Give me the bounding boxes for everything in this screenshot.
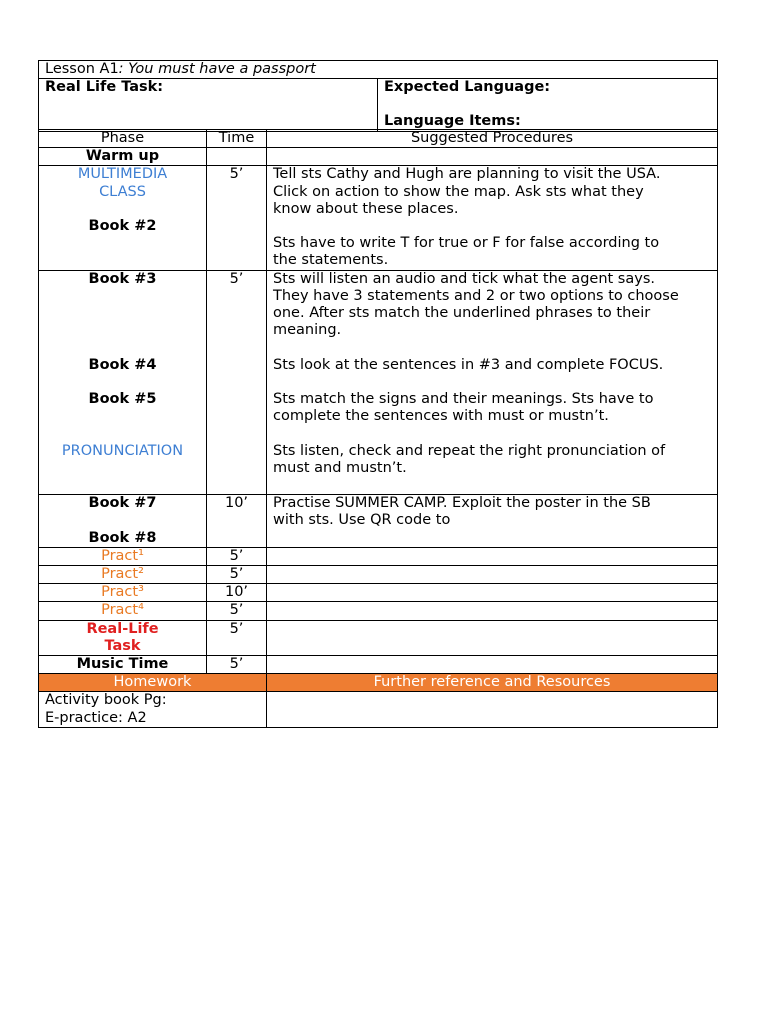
procedure-line <box>273 339 711 356</box>
phase-label: Music Time <box>76 656 169 672</box>
procedure-line: one. After sts match the underlined phrases to their <box>273 305 651 322</box>
table-row <box>39 166 718 270</box>
phase-label <box>45 425 200 442</box>
phase-label: Pract³ <box>101 584 144 601</box>
phase-label: CLASS <box>99 183 146 200</box>
phase-label <box>45 305 200 322</box>
lesson-number: Lesson A1 <box>45 61 119 77</box>
phase-label: Book #3 <box>88 270 157 287</box>
table-row <box>39 270 718 495</box>
procedure-line: Sts will listen an audio and tick what the agent says. <box>273 270 655 287</box>
phase-cell <box>39 270 207 495</box>
time-cell: 10’ <box>207 495 267 548</box>
procedure-cell <box>267 565 718 583</box>
procedure-line: Sts listen, check and repeat the right pronunciation of <box>273 442 666 459</box>
procedure-line: the statements. <box>273 252 389 269</box>
time-cell: 5’ <box>207 602 267 620</box>
phase-cell <box>39 495 207 548</box>
table-row <box>39 656 718 674</box>
lesson-title-cell <box>39 61 718 79</box>
phase-label: PRONUNCIATION <box>61 442 184 459</box>
procedure-line <box>273 584 711 601</box>
phase-label: MULTIMEDIA <box>77 166 168 183</box>
phase-label: Book #7 <box>88 495 157 512</box>
table-row <box>39 148 718 166</box>
procedure-line: must and mustn’t. <box>273 459 407 476</box>
expected-language-cell <box>378 79 718 131</box>
procedure-line <box>273 425 711 442</box>
resources-cell <box>267 692 718 727</box>
procedure-line: Sts look at the sentences in #3 and complete FOCUS. <box>273 356 664 373</box>
procedure-line: Tell sts Cathy and Hugh are planning to visit the USA. <box>273 166 661 183</box>
procedure-line <box>273 218 711 235</box>
procedure-line <box>273 530 711 547</box>
procedure-cell <box>267 602 718 620</box>
procedure-line: complete the sentences with must or mustn’t. <box>273 408 609 425</box>
phase-cell <box>39 584 207 602</box>
time-cell: 5’ <box>207 166 267 270</box>
procedure-line <box>273 566 711 583</box>
procedure-line <box>273 602 711 619</box>
procedure-line: They have 3 statements and 2 or two options to choose <box>273 287 679 304</box>
column-header-procedures: Suggested Procedures <box>267 130 718 148</box>
phase-cell <box>39 602 207 620</box>
table-row <box>39 602 718 620</box>
phase-cell <box>39 166 207 270</box>
column-header-phase: Phase <box>39 130 207 148</box>
phase-cell <box>39 148 207 166</box>
procedure-line <box>273 477 711 494</box>
procedure-line <box>273 621 711 638</box>
procedure-cell <box>267 166 718 270</box>
homework-cell <box>39 692 267 727</box>
procedure-cell <box>267 148 718 166</box>
phase-label <box>45 322 200 339</box>
homework-header: Homework <box>39 674 267 692</box>
language-items-label: Language Items: <box>384 113 521 130</box>
homework-line: Activity book Pg: <box>45 692 167 709</box>
table-row <box>39 547 718 565</box>
phase-label: Warm up <box>85 148 160 165</box>
phase-label <box>45 512 200 529</box>
procedure-line <box>273 656 711 673</box>
phase-label <box>45 201 200 218</box>
time-cell: 5’ <box>207 270 267 495</box>
table-header-row <box>39 130 718 148</box>
procedure-cell <box>267 584 718 602</box>
resources-header: Further reference and Resources <box>267 674 718 692</box>
time-cell: 5’ <box>207 620 267 655</box>
procedure-line: with sts. Use QR code to <box>273 512 451 529</box>
procedure-line: Click on action to show the map. Ask sts what they <box>273 183 644 200</box>
footer-header-row <box>39 674 718 692</box>
time-cell: 10’ <box>207 584 267 602</box>
procedure-line: know about these places. <box>273 200 459 217</box>
real-life-task-label: Real Life Task: <box>45 79 164 96</box>
footer-content-row <box>39 692 718 727</box>
phase-label <box>45 408 200 425</box>
lesson-header-table <box>38 60 718 132</box>
table-row <box>39 584 718 602</box>
phase-label: Pract² <box>101 565 144 582</box>
time-cell: 5’ <box>207 547 267 565</box>
procedure-line <box>273 374 711 391</box>
phase-cell <box>39 547 207 565</box>
time-cell: 5’ <box>207 656 267 674</box>
phase-label <box>45 339 200 356</box>
procedure-cell <box>267 620 718 655</box>
procedures-table <box>38 129 718 728</box>
phase-label: Book #2 <box>88 218 157 234</box>
phase-label: Pract⁴ <box>101 602 144 619</box>
column-header-time: Time <box>207 130 267 148</box>
phase-label <box>45 460 200 477</box>
phase-cell <box>39 565 207 583</box>
procedure-line <box>273 148 711 165</box>
procedure-cell <box>267 547 718 565</box>
lesson-title: : You must have a passport <box>118 61 316 77</box>
phase-label: Real-Life <box>86 620 159 637</box>
procedure-line <box>273 548 711 565</box>
procedure-line: Practise SUMMER CAMP. Exploit the poster in the SB <box>273 495 651 512</box>
time-cell <box>207 148 267 166</box>
procedure-line: meaning. <box>273 322 342 339</box>
phase-label: Task <box>104 637 141 654</box>
procedure-line: Sts match the signs and their meanings. Sts have to <box>273 391 654 407</box>
phase-label: Pract¹ <box>101 547 144 564</box>
homework-line: E-practice: A2 <box>45 709 147 726</box>
phase-label <box>45 477 200 494</box>
procedure-cell <box>267 656 718 674</box>
table-row <box>39 565 718 583</box>
procedure-cell <box>267 495 718 548</box>
table-row <box>39 620 718 655</box>
phase-cell <box>39 656 207 674</box>
table-row <box>39 495 718 548</box>
phase-label: Book #4 <box>88 356 157 373</box>
procedure-line: Sts have to write T for true or F for false according to <box>273 235 660 252</box>
phase-label: Book #5 <box>88 390 157 407</box>
phase-cell <box>39 620 207 655</box>
time-cell: 5’ <box>207 565 267 583</box>
phase-label: Book #8 <box>88 529 157 546</box>
phase-label <box>45 374 200 391</box>
expected-language-label: Expected Language: <box>384 79 551 96</box>
procedure-cell <box>267 270 718 495</box>
phase-label <box>45 288 200 305</box>
real-life-task-cell <box>39 79 378 131</box>
